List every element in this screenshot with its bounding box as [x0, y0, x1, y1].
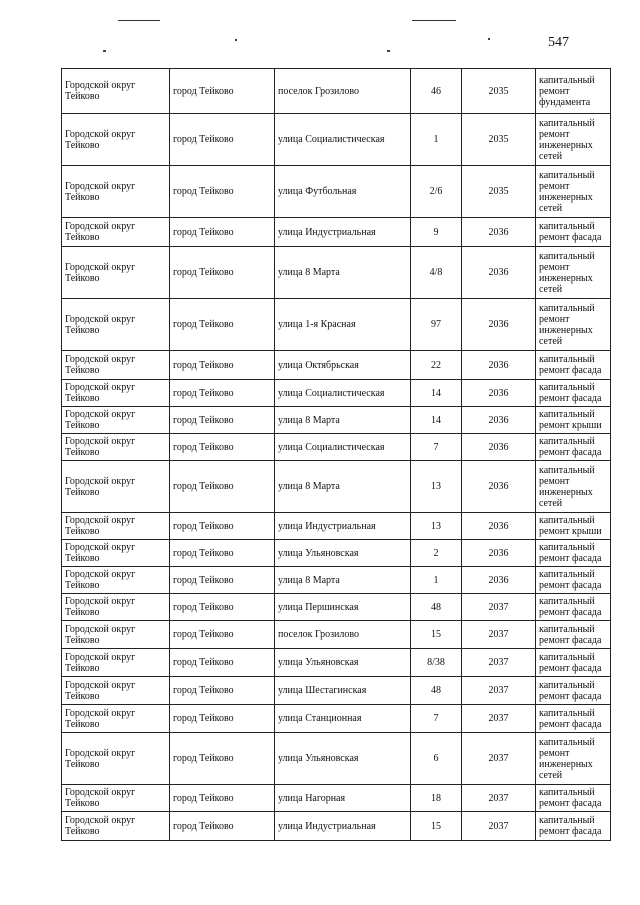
cell-okrug: Городской округ Тейково: [62, 649, 170, 677]
cell-year: 2037: [462, 594, 536, 621]
cell-city: город Тейково: [170, 166, 275, 218]
cell-okrug: Городской округ Тейково: [62, 69, 170, 114]
cell-year: 2036: [462, 218, 536, 247]
cell-city: город Тейково: [170, 705, 275, 733]
cell-work: капитальный ремонт фасада: [536, 540, 611, 567]
cell-okrug: Городской округ Тейково: [62, 407, 170, 434]
cell-house: 7: [411, 434, 462, 461]
table-row: [62, 733, 611, 785]
cell-street: улица Шестагинская: [275, 677, 411, 705]
cell-house: 13: [411, 461, 462, 513]
cell-work: капитальный ремонт фасада: [536, 594, 611, 621]
cell-year: 2036: [462, 513, 536, 540]
cell-street: поселок Грозилово: [275, 69, 411, 114]
cell-street: улица Першинская: [275, 594, 411, 621]
table-row: [62, 677, 611, 705]
table-row: [62, 247, 611, 299]
cell-city: город Тейково: [170, 733, 275, 785]
table-row: [62, 299, 611, 351]
cell-work: капитальный ремонт фасада: [536, 218, 611, 247]
cell-street: улица Социалистическая: [275, 380, 411, 407]
cell-okrug: Городской округ Тейково: [62, 812, 170, 841]
cell-house: 15: [411, 621, 462, 649]
cell-street: улица Станционная: [275, 705, 411, 733]
cell-work: капитальный ремонт инженерных сетей: [536, 114, 611, 166]
cell-street: улица 8 Марта: [275, 567, 411, 594]
table-body: [62, 69, 611, 841]
cell-city: город Тейково: [170, 299, 275, 351]
cell-okrug: Городской округ Тейково: [62, 677, 170, 705]
cell-city: город Тейково: [170, 218, 275, 247]
cell-city: город Тейково: [170, 513, 275, 540]
cell-house: 18: [411, 785, 462, 812]
cell-work: капитальный ремонт инженерных сетей: [536, 299, 611, 351]
cell-street: улица 8 Марта: [275, 407, 411, 434]
repair-schedule-table: [61, 68, 611, 841]
table-row: [62, 513, 611, 540]
cell-house: 9: [411, 218, 462, 247]
cell-okrug: Городской округ Тейково: [62, 594, 170, 621]
scan-mark: [235, 39, 237, 41]
cell-okrug: Городской округ Тейково: [62, 380, 170, 407]
cell-year: 2035: [462, 69, 536, 114]
table-row: [62, 218, 611, 247]
cell-work: капитальный ремонт инженерных сетей: [536, 733, 611, 785]
cell-city: город Тейково: [170, 621, 275, 649]
cell-okrug: Городской округ Тейково: [62, 166, 170, 218]
cell-work: капитальный ремонт фасада: [536, 812, 611, 841]
cell-year: 2035: [462, 166, 536, 218]
table-row: [62, 114, 611, 166]
cell-okrug: Городской округ Тейково: [62, 461, 170, 513]
cell-street: улица 8 Марта: [275, 461, 411, 513]
cell-okrug: Городской округ Тейково: [62, 705, 170, 733]
cell-okrug: Городской округ Тейково: [62, 247, 170, 299]
cell-work: капитальный ремонт фасада: [536, 621, 611, 649]
cell-house: 15: [411, 812, 462, 841]
cell-work: капитальный ремонт фасада: [536, 677, 611, 705]
cell-work: капитальный ремонт инженерных сетей: [536, 461, 611, 513]
cell-year: 2037: [462, 733, 536, 785]
cell-okrug: Городской округ Тейково: [62, 218, 170, 247]
table-row: [62, 649, 611, 677]
cell-city: город Тейково: [170, 351, 275, 380]
cell-city: город Тейково: [170, 594, 275, 621]
table-row: [62, 621, 611, 649]
cell-street: улица Социалистическая: [275, 114, 411, 166]
cell-year: 2037: [462, 812, 536, 841]
cell-house: 48: [411, 594, 462, 621]
table-row: [62, 785, 611, 812]
cell-city: город Тейково: [170, 434, 275, 461]
cell-work: капитальный ремонт крыши: [536, 513, 611, 540]
cell-city: город Тейково: [170, 567, 275, 594]
cell-work: капитальный ремонт инженерных сетей: [536, 247, 611, 299]
cell-street: улица Ульяновская: [275, 733, 411, 785]
cell-year: 2036: [462, 540, 536, 567]
cell-house: 48: [411, 677, 462, 705]
table-row: [62, 594, 611, 621]
cell-okrug: Городской округ Тейково: [62, 434, 170, 461]
cell-okrug: Городской округ Тейково: [62, 513, 170, 540]
cell-work: капитальный ремонт фасада: [536, 649, 611, 677]
cell-work: капитальный ремонт крыши: [536, 407, 611, 434]
cell-street: улица Ульяновская: [275, 540, 411, 567]
cell-city: город Тейково: [170, 380, 275, 407]
cell-year: 2036: [462, 567, 536, 594]
cell-street: поселок Грозилово: [275, 621, 411, 649]
cell-okrug: Городской округ Тейково: [62, 785, 170, 812]
cell-okrug: Городской округ Тейково: [62, 567, 170, 594]
cell-year: 2036: [462, 380, 536, 407]
scan-mark: [103, 50, 106, 52]
table-row: [62, 461, 611, 513]
cell-street: улица Индустриальная: [275, 812, 411, 841]
cell-street: улица Индустриальная: [275, 513, 411, 540]
table-row: [62, 705, 611, 733]
cell-house: 97: [411, 299, 462, 351]
cell-city: город Тейково: [170, 540, 275, 567]
scan-mark: [387, 50, 390, 52]
cell-house: 4/8: [411, 247, 462, 299]
cell-work: капитальный ремонт фасада: [536, 567, 611, 594]
table-row: [62, 69, 611, 114]
cell-street: улица Ульяновская: [275, 649, 411, 677]
cell-year: 2036: [462, 247, 536, 299]
cell-house: 2: [411, 540, 462, 567]
cell-city: город Тейково: [170, 407, 275, 434]
cell-year: 2036: [462, 407, 536, 434]
cell-street: улица Социалистическая: [275, 434, 411, 461]
cell-year: 2037: [462, 705, 536, 733]
cell-year: 2037: [462, 621, 536, 649]
top-rule-right: [412, 20, 456, 21]
cell-city: город Тейково: [170, 114, 275, 166]
cell-street: улица Индустриальная: [275, 218, 411, 247]
table-row: [62, 380, 611, 407]
cell-year: 2036: [462, 351, 536, 380]
cell-year: 2036: [462, 461, 536, 513]
cell-city: город Тейково: [170, 69, 275, 114]
cell-city: город Тейково: [170, 649, 275, 677]
cell-city: город Тейково: [170, 677, 275, 705]
cell-house: 14: [411, 407, 462, 434]
cell-okrug: Городской округ Тейково: [62, 351, 170, 380]
cell-year: 2037: [462, 677, 536, 705]
table-row: [62, 540, 611, 567]
cell-city: город Тейково: [170, 461, 275, 513]
cell-work: капитальный ремонт фасада: [536, 380, 611, 407]
table-row: [62, 812, 611, 841]
cell-okrug: Городской округ Тейково: [62, 733, 170, 785]
cell-work: капитальный ремонт фундамента: [536, 69, 611, 114]
cell-house: 8/38: [411, 649, 462, 677]
cell-okrug: Городской округ Тейково: [62, 114, 170, 166]
cell-work: капитальный ремонт фасада: [536, 434, 611, 461]
cell-year: 2037: [462, 785, 536, 812]
cell-okrug: Городской округ Тейково: [62, 540, 170, 567]
cell-house: 46: [411, 69, 462, 114]
scan-mark: [488, 38, 490, 40]
cell-work: капитальный ремонт фасада: [536, 351, 611, 380]
cell-work: капитальный ремонт инженерных сетей: [536, 166, 611, 218]
cell-house: 2/6: [411, 166, 462, 218]
table-row: [62, 351, 611, 380]
cell-year: 2036: [462, 434, 536, 461]
cell-year: 2037: [462, 649, 536, 677]
cell-house: 1: [411, 114, 462, 166]
page-number: 547: [548, 35, 569, 50]
cell-house: 22: [411, 351, 462, 380]
cell-year: 2035: [462, 114, 536, 166]
cell-city: город Тейково: [170, 247, 275, 299]
cell-house: 14: [411, 380, 462, 407]
cell-work: капитальный ремонт фасада: [536, 785, 611, 812]
cell-okrug: Городской округ Тейково: [62, 299, 170, 351]
cell-house: 6: [411, 733, 462, 785]
cell-house: 1: [411, 567, 462, 594]
cell-house: 13: [411, 513, 462, 540]
cell-street: улица Нагорная: [275, 785, 411, 812]
cell-street: улица 1-я Красная: [275, 299, 411, 351]
table-row: [62, 166, 611, 218]
table-row: [62, 567, 611, 594]
cell-city: город Тейково: [170, 785, 275, 812]
cell-work: капитальный ремонт фасада: [536, 705, 611, 733]
cell-street: улица Футбольная: [275, 166, 411, 218]
top-rule-left: [118, 20, 160, 21]
cell-okrug: Городской округ Тейково: [62, 621, 170, 649]
cell-street: улица Октябрьская: [275, 351, 411, 380]
cell-house: 7: [411, 705, 462, 733]
table-row: [62, 434, 611, 461]
cell-city: город Тейково: [170, 812, 275, 841]
cell-year: 2036: [462, 299, 536, 351]
table-row: [62, 407, 611, 434]
cell-street: улица 8 Марта: [275, 247, 411, 299]
